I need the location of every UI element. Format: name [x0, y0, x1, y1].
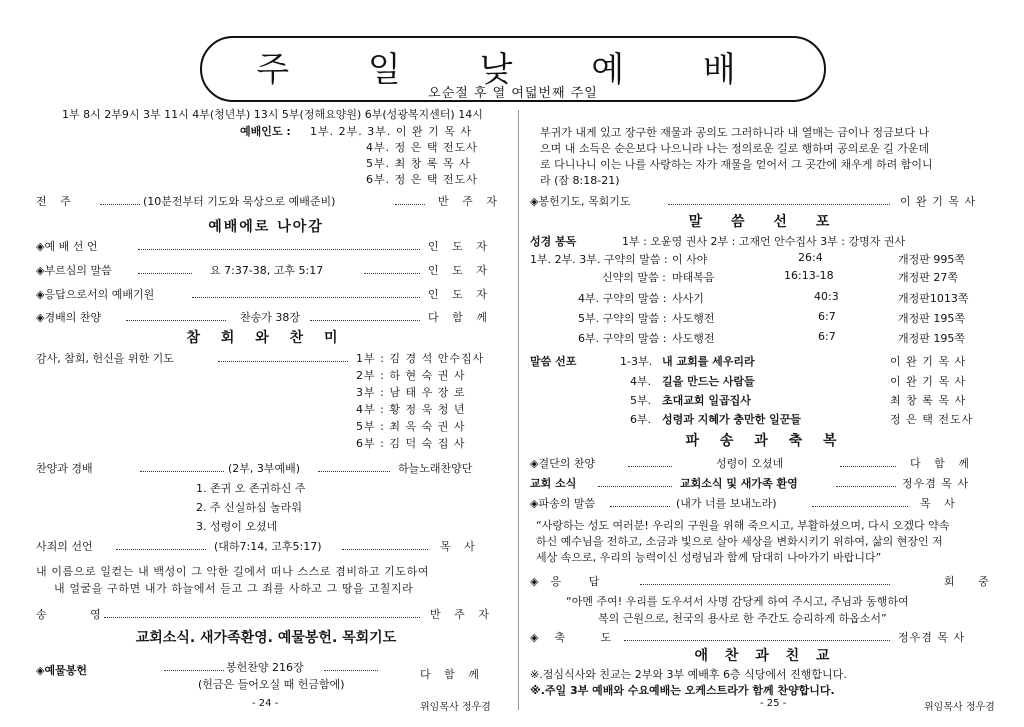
reading-c: 26:4 [798, 251, 823, 264]
news-label: 교회 소식 [530, 477, 577, 490]
verse-line: 으며 내 소득은 순은보다 나으니라 나는 정의로운 길로 행하며 공의로운 길 가운데 [540, 142, 930, 155]
pastoral-who: 이 완 기 목 사 [900, 195, 977, 208]
order-label: ◈부르심의 말씀 [36, 264, 112, 277]
reading-d: 개정판 995쪽 [898, 253, 965, 266]
reading-a: 5부. 구약의 말씀 : [578, 312, 667, 325]
prelude-who: 반 주 자 [438, 195, 502, 208]
reading-a: 6부. 구약의 말씀 : [578, 332, 667, 345]
leader-dots [610, 506, 670, 507]
leader-dots [164, 670, 224, 671]
page-title: 주 일 낮 예 배 [256, 50, 770, 90]
prayer-line: 2부 : 하 현 숙 권 사 [356, 369, 466, 382]
reading-c: 16:13-18 [784, 269, 834, 282]
song-line: 2. 주 신실하심 놀라워 [196, 501, 302, 514]
blessing-who: 정우겸 목 사 [898, 631, 966, 644]
verse-line: 부귀가 내게 있고 장구한 재물과 공의도 그러하니라 내 열매는 금이나 정금보다 나 [540, 126, 930, 139]
sending-who: 목 사 [920, 497, 960, 510]
decision-label: ◈결단의 찬양 [530, 457, 596, 470]
section-heading: 애 찬 과 친 교 [694, 648, 836, 664]
section-heading: 말 씀 선 포 [688, 214, 842, 230]
offering-who: 다 함 께 [420, 668, 484, 681]
sermon-label: 말씀 선포 [530, 355, 577, 368]
prayer-line: 4부 : 황 정 욱 청 년 [356, 403, 466, 416]
praise-mid: (2부, 3부예배) [228, 462, 301, 475]
section-heading: 예배에로 나아감 [208, 219, 324, 235]
service-schedule: 1부 8시 2부9시 3부 11시 4부(청년부) 13시 5부(정해요양원) 6부(성광복지센터) 14시 [62, 108, 483, 121]
praise-who: 하늘노래찬양단 [398, 462, 473, 475]
leader-line: 6부. 정 은 택 전도사 [366, 173, 478, 186]
order-who: 인 도 자 [428, 240, 492, 253]
prayer-line: 3부 : 남 태 우 장 로 [356, 386, 466, 399]
leader-dots [598, 486, 672, 487]
leader-dots [140, 471, 224, 472]
note-line: ※.점심식사와 친교는 2부와 3부 예배후 6층 식당에서 진행합니다. [530, 668, 847, 681]
reading-d: 개정판 195쪽 [898, 312, 965, 325]
sermon-part: 5부. [630, 394, 652, 407]
leader-line: 1부. 2부. 3부. 이 완 기 목 사 [310, 125, 472, 138]
title-box [200, 36, 826, 102]
offering-note: (헌금은 들어오실 때 헌금함에) [198, 678, 345, 691]
offering-mid: 봉헌찬양 216장 [226, 661, 304, 674]
leader-dots [116, 549, 206, 550]
note-line: ※.주일 3부 예배와 수요예배는 오케스트라가 함께 찬양합니다. [530, 684, 835, 697]
leader-dots [668, 204, 890, 205]
leader-dots [138, 273, 192, 274]
sermon-part: 6부. [630, 413, 652, 426]
song-line: 1. 존귀 오 존귀하신 주 [196, 482, 306, 495]
section-heading: 참 회 와 찬 미 [186, 330, 346, 346]
leader-line: 4부. 정 은 택 전도사 [366, 141, 478, 154]
leader-dots [840, 466, 896, 467]
prelude-desc: (10분전부터 기도와 묵상으로 예배준비) [143, 195, 336, 208]
news-who: 정우겸 목 사 [902, 477, 970, 490]
leader-dots [218, 361, 348, 362]
sending-label: ◈파송의 말씀 [530, 497, 596, 510]
absolution-who: 목 사 [440, 540, 480, 553]
order-mid: 요 7:37-38, 고후 5:17 [210, 264, 324, 277]
page-subtitle: 오순절 후 열 여덟번째 주일 [428, 86, 598, 101]
reading-a: 신약의 말씀 : [602, 271, 666, 284]
leader-dots [628, 466, 672, 467]
absolution-label: 사죄의 선언 [36, 540, 93, 553]
response-line: 복의 근원으로, 천국의 용사로 한 주간도 승리하게 하옵소서” [598, 612, 887, 625]
readers-text: 1부 : 오윤영 권사 2부 : 고재언 안수집사 3부 : 강명자 권사 [622, 235, 906, 248]
reading-a: 4부. 구약의 말씀 : [578, 292, 667, 305]
leader-dots [836, 486, 896, 487]
leader-dots [342, 549, 428, 550]
praise-label: 찬양과 경배 [36, 462, 93, 475]
leader-dots [104, 617, 420, 618]
reading-c: 40:3 [814, 290, 839, 303]
leader-dots [624, 640, 890, 641]
sermon-title: 초대교회 일곱집사 [662, 394, 751, 407]
quote-line: 하신 예수님을 전하고, 소금과 빛으로 살아 세상을 변화시키기 위하여, 삶의 현장인 저 [536, 535, 943, 548]
sermon-who: 최 창 록 목 사 [890, 394, 967, 407]
song2-label: 송 영 [36, 608, 121, 621]
prayer-line: 1부 : 김 경 석 안수집사 [356, 352, 485, 365]
leader-dots [364, 273, 420, 274]
order-mid: 찬송가 38장 [240, 311, 300, 324]
leader-line: 5부. 최 창 록 목 사 [366, 157, 471, 170]
order-label: ◈응답으로서의 예배기원 [36, 288, 155, 301]
sermon-title: 내 교회를 세우리라 [662, 355, 755, 368]
quote-line: 세상 속으로, 우리의 능력이신 성령님과 함께 담대히 나아가기 바랍니다” [536, 551, 882, 564]
reading-b: 사도행전 [672, 332, 715, 345]
reading-b: 마태복음 [672, 271, 715, 284]
footer-text: 위임목사 정우겸 [924, 702, 995, 713]
leader-dots [100, 204, 140, 205]
sermon-who: 이 완 기 목 사 [890, 355, 967, 368]
section-heading: 파 송 과 축 복 [685, 433, 845, 449]
order-label: ◈경배의 찬양 [36, 311, 102, 324]
verse-line: 로 다니나니 이는 나를 사랑하는 자가 재물을 얻어서 그 곳간에 채우게 하려 함이니 [540, 158, 933, 171]
leader-dots [324, 670, 378, 671]
reading-d: 개정판 27쪽 [898, 271, 958, 284]
reading-b: 사도행전 [672, 312, 715, 325]
leader-dots [395, 204, 425, 205]
response-label: ◈응 답 [530, 575, 612, 588]
leader-dots [640, 584, 890, 585]
confession-label: 감사, 참회, 헌신을 위한 기도 [36, 352, 174, 365]
sermon-part: 4부. [630, 375, 652, 388]
page-number: - 24 - [252, 698, 279, 709]
song2-who: 반 주 자 [430, 608, 494, 621]
quote-line: “사랑하는 성도 여러분! 우리의 구원을 위해 죽으시고, 부활하셨으며, 다시 오겠다 약속 [536, 519, 950, 532]
leader-dots [192, 297, 420, 298]
prelude-label: 전 주 [36, 195, 76, 208]
pastoral-label: ◈봉헌기도, 목회기도 [530, 195, 631, 208]
prayer-line: 6부 : 김 덕 숙 집 사 [356, 437, 466, 450]
readers-label: 성경 봉독 [530, 235, 577, 248]
leader-dots [812, 506, 908, 507]
verse-line: 내 얼굴을 구하면 내가 하늘에서 듣고 그 죄를 사하고 그 땅을 고칠지라 [54, 582, 414, 595]
column-divider [518, 110, 519, 710]
sermon-who: 이 완 기 목 사 [890, 375, 967, 388]
reading-c: 6:7 [818, 330, 836, 343]
reading-b: 이 사야 [672, 253, 708, 266]
response-line: “아멘 주여! 우리를 도우셔서 사명 감당케 하여 주시고, 주님과 동행하여 [566, 595, 909, 608]
prayer-line: 5부 : 최 옥 숙 권 사 [356, 420, 466, 433]
news-mid: 교회소식 및 새가족 환영 [680, 477, 798, 490]
sermon-title: 성령과 지혜가 충만한 일꾼들 [662, 413, 801, 426]
sermon-part: 1-3부. [620, 355, 653, 368]
verse-line: 라 (잠 8:18-21) [540, 174, 620, 187]
order-label: ◈예 배 선 언 [36, 240, 98, 253]
leader-dots [126, 320, 226, 321]
reading-a: 1부. 2부. 3부. 구약의 말씀 : [530, 253, 668, 266]
sermon-who: 정 은 택 전도사 [890, 413, 974, 426]
reading-c: 6:7 [818, 310, 836, 323]
leader-dots [310, 320, 420, 321]
reading-b: 사사기 [672, 292, 704, 305]
song-line: 3. 성령이 오셨네 [196, 520, 278, 533]
footer-text: 위임목사 정우겸 [420, 702, 491, 713]
section-heading: 교회소식. 새가족환영. 예물봉헌. 목회기도 [135, 630, 397, 646]
page-number: - 25 - [760, 698, 787, 709]
reading-d: 개정판1013쪽 [898, 292, 969, 305]
sermon-title: 길을 만드는 사람들 [662, 375, 755, 388]
order-who: 인 도 자 [428, 264, 492, 277]
response-who: 회 중 [944, 575, 999, 588]
sending-mid: (내가 너를 보내노라) [676, 497, 777, 510]
decision-mid: 성령이 오셨네 [716, 457, 784, 470]
verse-line: 내 이름으로 일컫는 내 백성이 그 악한 길에서 떠나 스스로 겸비하고 기도하여 [36, 565, 430, 578]
decision-who: 다 함 께 [910, 457, 974, 470]
leaders-label: 예배인도 : [240, 125, 291, 138]
offering-label: ◈예물봉헌 [36, 664, 87, 677]
order-who: 인 도 자 [428, 288, 492, 301]
absolution-mid: (대하7:14, 고후5:17) [214, 540, 322, 553]
blessing-label: ◈축 도 [530, 631, 628, 644]
reading-d: 개정판 195쪽 [898, 332, 965, 345]
leader-dots [138, 249, 420, 250]
leader-dots [318, 471, 390, 472]
order-who: 다 함 께 [428, 311, 492, 324]
